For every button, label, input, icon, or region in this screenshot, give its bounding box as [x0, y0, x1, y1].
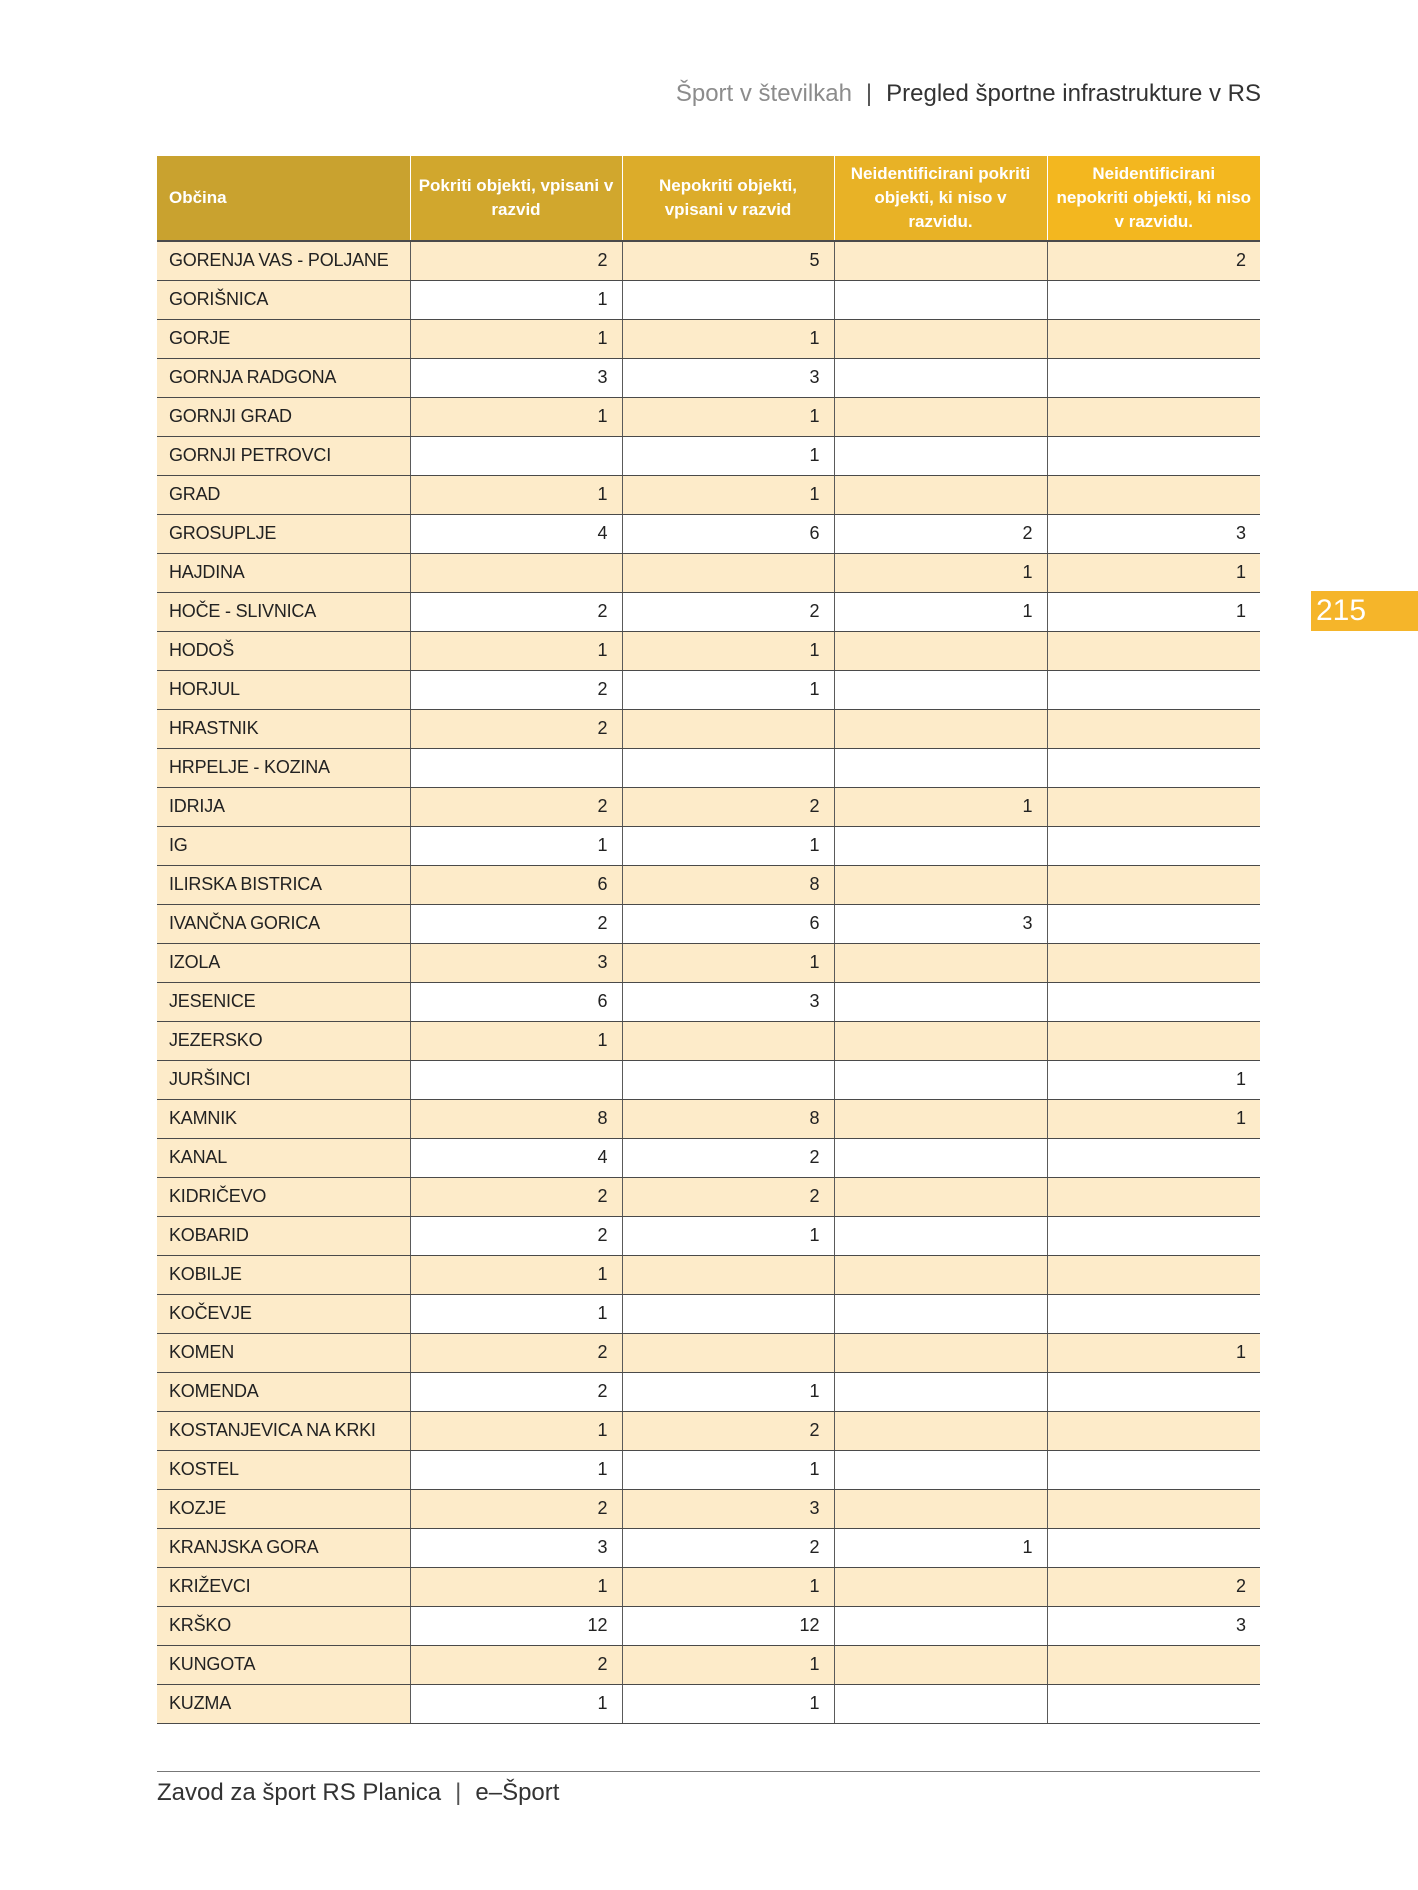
cell-covered-registered: 6	[410, 982, 622, 1021]
cell-uncovered-unidentified	[1047, 826, 1260, 865]
cell-municipality: KAMNIK	[157, 1099, 410, 1138]
cell-covered-unidentified	[834, 1021, 1047, 1060]
cell-covered-registered: 12	[410, 1606, 622, 1645]
cell-uncovered-registered: 1	[622, 670, 834, 709]
cell-uncovered-registered: 12	[622, 1606, 834, 1645]
cell-municipality: GORJE	[157, 319, 410, 358]
cell-covered-unidentified	[834, 1177, 1047, 1216]
cell-covered-unidentified	[834, 397, 1047, 436]
table-row	[157, 553, 1260, 592]
cell-uncovered-registered: 2	[622, 1528, 834, 1567]
cell-municipality: HORJUL	[157, 670, 410, 709]
cell-covered-registered: 2	[410, 241, 622, 280]
municipality-facilities-table	[157, 156, 1260, 1724]
cell-uncovered-unidentified	[1047, 280, 1260, 319]
cell-covered-unidentified	[834, 436, 1047, 475]
cell-uncovered-unidentified	[1047, 1489, 1260, 1528]
header-publication-title: Šport v številkah	[675, 80, 852, 107]
cell-municipality: KUNGOTA	[157, 1645, 410, 1684]
cell-covered-unidentified	[834, 865, 1047, 904]
cell-municipality: IVANČNA GORICA	[157, 904, 410, 943]
cell-uncovered-unidentified: 1	[1047, 1060, 1260, 1099]
table-row	[157, 1216, 1260, 1255]
cell-covered-registered: 8	[410, 1099, 622, 1138]
table-row	[157, 1645, 1260, 1684]
table-row	[157, 514, 1260, 553]
column-header-covered-registered: Pokriti objekti, vpisani v razvid	[410, 156, 622, 241]
cell-covered-unidentified	[834, 1684, 1047, 1723]
table-row	[157, 1021, 1260, 1060]
cell-municipality: KOZJE	[157, 1489, 410, 1528]
cell-uncovered-registered: 2	[622, 787, 834, 826]
cell-municipality: GORENJA VAS - POLJANE	[157, 241, 410, 280]
cell-uncovered-registered: 1	[622, 943, 834, 982]
table-row	[157, 787, 1260, 826]
cell-uncovered-unidentified	[1047, 1021, 1260, 1060]
cell-covered-unidentified	[834, 1294, 1047, 1333]
cell-municipality: KOBARID	[157, 1216, 410, 1255]
cell-uncovered-registered: 2	[622, 1177, 834, 1216]
cell-uncovered-unidentified: 2	[1047, 241, 1260, 280]
cell-covered-unidentified	[834, 475, 1047, 514]
table-row	[157, 1177, 1260, 1216]
cell-uncovered-unidentified	[1047, 1372, 1260, 1411]
cell-covered-registered: 3	[410, 358, 622, 397]
cell-uncovered-unidentified	[1047, 1216, 1260, 1255]
cell-covered-registered: 1	[410, 1450, 622, 1489]
cell-uncovered-unidentified	[1047, 1177, 1260, 1216]
cell-municipality: HOČE - SLIVNICA	[157, 592, 410, 631]
cell-covered-registered: 1	[410, 280, 622, 319]
table-row	[157, 1372, 1260, 1411]
table-row	[157, 1294, 1260, 1333]
cell-covered-unidentified	[834, 1255, 1047, 1294]
cell-uncovered-unidentified	[1047, 1138, 1260, 1177]
cell-uncovered-registered: 1	[622, 631, 834, 670]
cell-municipality: IDRIJA	[157, 787, 410, 826]
cell-municipality: KOČEVJE	[157, 1294, 410, 1333]
page-number: 215	[1311, 591, 1418, 631]
table-row	[157, 1099, 1260, 1138]
cell-covered-registered: 1	[410, 631, 622, 670]
cell-uncovered-unidentified	[1047, 787, 1260, 826]
table-row	[157, 1138, 1260, 1177]
cell-municipality: KOMEN	[157, 1333, 410, 1372]
cell-uncovered-unidentified	[1047, 1684, 1260, 1723]
cell-covered-unidentified	[834, 280, 1047, 319]
cell-uncovered-unidentified	[1047, 1528, 1260, 1567]
table-row	[157, 1333, 1260, 1372]
cell-uncovered-registered: 1	[622, 319, 834, 358]
cell-covered-unidentified	[834, 670, 1047, 709]
cell-uncovered-registered: 3	[622, 982, 834, 1021]
cell-covered-unidentified: 3	[834, 904, 1047, 943]
cell-uncovered-registered	[622, 709, 834, 748]
cell-municipality: IG	[157, 826, 410, 865]
cell-covered-unidentified	[834, 1450, 1047, 1489]
cell-uncovered-registered	[622, 1294, 834, 1333]
cell-covered-unidentified	[834, 982, 1047, 1021]
table-row	[157, 319, 1260, 358]
cell-municipality: KOBILJE	[157, 1255, 410, 1294]
cell-covered-registered: 1	[410, 1684, 622, 1723]
cell-municipality: KIDRIČEVO	[157, 1177, 410, 1216]
table-row	[157, 943, 1260, 982]
cell-covered-unidentified	[834, 943, 1047, 982]
cell-uncovered-registered: 1	[622, 1216, 834, 1255]
cell-uncovered-registered: 6	[622, 904, 834, 943]
cell-uncovered-registered: 3	[622, 358, 834, 397]
cell-uncovered-registered	[622, 280, 834, 319]
cell-covered-unidentified	[834, 631, 1047, 670]
cell-covered-registered: 6	[410, 865, 622, 904]
cell-covered-registered: 3	[410, 1528, 622, 1567]
table-row	[157, 670, 1260, 709]
cell-uncovered-registered: 1	[622, 1684, 834, 1723]
footer-separator: |	[455, 1779, 462, 1806]
cell-uncovered-registered	[622, 1333, 834, 1372]
table-row	[157, 631, 1260, 670]
cell-uncovered-unidentified: 1	[1047, 1099, 1260, 1138]
cell-municipality: GORNJI GRAD	[157, 397, 410, 436]
cell-covered-unidentified	[834, 709, 1047, 748]
cell-covered-unidentified	[834, 1060, 1047, 1099]
cell-municipality: JEZERSKO	[157, 1021, 410, 1060]
cell-uncovered-registered: 1	[622, 826, 834, 865]
cell-covered-registered: 2	[410, 1645, 622, 1684]
cell-covered-registered: 1	[410, 475, 622, 514]
cell-municipality: KOSTEL	[157, 1450, 410, 1489]
table-row	[157, 397, 1260, 436]
cell-municipality: HRPELJE - KOZINA	[157, 748, 410, 787]
cell-uncovered-unidentified: 1	[1047, 1333, 1260, 1372]
cell-uncovered-unidentified: 1	[1047, 553, 1260, 592]
cell-uncovered-registered: 6	[622, 514, 834, 553]
footer-organization: Zavod za šport RS Planica	[157, 1779, 442, 1806]
cell-municipality: HODOŠ	[157, 631, 410, 670]
table-body	[157, 241, 1260, 1723]
cell-covered-registered: 2	[410, 1177, 622, 1216]
header-separator: |	[865, 80, 873, 107]
table-row	[157, 865, 1260, 904]
cell-municipality: KRIŽEVCI	[157, 1567, 410, 1606]
footer-rule	[157, 1771, 1260, 1772]
cell-covered-registered: 2	[410, 709, 622, 748]
cell-uncovered-unidentified	[1047, 1294, 1260, 1333]
cell-municipality: HAJDINA	[157, 553, 410, 592]
cell-covered-unidentified	[834, 1489, 1047, 1528]
cell-covered-unidentified	[834, 826, 1047, 865]
table-row	[157, 241, 1260, 280]
cell-uncovered-unidentified	[1047, 865, 1260, 904]
cell-uncovered-unidentified	[1047, 1255, 1260, 1294]
footer-publication: e–Šport	[475, 1779, 560, 1806]
table-row	[157, 709, 1260, 748]
cell-covered-registered: 1	[410, 1021, 622, 1060]
column-header-municipality: Občina	[157, 156, 410, 241]
cell-uncovered-unidentified: 1	[1047, 592, 1260, 631]
cell-covered-registered: 2	[410, 1216, 622, 1255]
cell-municipality: KANAL	[157, 1138, 410, 1177]
table-row	[157, 1450, 1260, 1489]
table-row	[157, 1684, 1260, 1723]
cell-uncovered-unidentified	[1047, 670, 1260, 709]
table-header-row	[157, 156, 1260, 241]
cell-uncovered-unidentified	[1047, 1411, 1260, 1450]
cell-uncovered-unidentified	[1047, 436, 1260, 475]
cell-uncovered-registered	[622, 1060, 834, 1099]
cell-municipality: GORNJI PETROVCI	[157, 436, 410, 475]
cell-uncovered-unidentified: 2	[1047, 1567, 1260, 1606]
cell-uncovered-registered: 8	[622, 1099, 834, 1138]
cell-municipality: HRASTNIK	[157, 709, 410, 748]
cell-covered-registered	[410, 436, 622, 475]
table-row	[157, 904, 1260, 943]
cell-municipality: KUZMA	[157, 1684, 410, 1723]
cell-uncovered-unidentified	[1047, 397, 1260, 436]
cell-municipality: GORIŠNICA	[157, 280, 410, 319]
table-row	[157, 358, 1260, 397]
cell-uncovered-unidentified	[1047, 1450, 1260, 1489]
cell-uncovered-registered: 1	[622, 397, 834, 436]
footer	[157, 1779, 559, 1807]
table-row	[157, 475, 1260, 514]
table-row	[157, 1060, 1260, 1099]
cell-uncovered-unidentified: 3	[1047, 1606, 1260, 1645]
cell-uncovered-registered	[622, 748, 834, 787]
column-header-uncovered-registered: Nepokriti objekti, vpisani v razvid	[622, 156, 834, 241]
cell-covered-unidentified	[834, 1606, 1047, 1645]
running-header	[676, 80, 1261, 108]
table-row	[157, 1528, 1260, 1567]
cell-covered-registered: 2	[410, 1333, 622, 1372]
cell-municipality: GROSUPLJE	[157, 514, 410, 553]
cell-uncovered-unidentified	[1047, 475, 1260, 514]
cell-municipality: KRŠKO	[157, 1606, 410, 1645]
cell-covered-unidentified	[834, 1411, 1047, 1450]
cell-uncovered-registered	[622, 1021, 834, 1060]
cell-covered-unidentified	[834, 1138, 1047, 1177]
cell-uncovered-unidentified	[1047, 748, 1260, 787]
table-row	[157, 826, 1260, 865]
cell-covered-registered: 2	[410, 787, 622, 826]
header-section-title: Pregled športne infrastrukture v RS	[886, 80, 1261, 107]
cell-uncovered-registered: 2	[622, 1138, 834, 1177]
cell-uncovered-unidentified	[1047, 709, 1260, 748]
cell-uncovered-registered	[622, 553, 834, 592]
cell-covered-unidentified: 1	[834, 787, 1047, 826]
cell-covered-unidentified	[834, 1567, 1047, 1606]
cell-covered-unidentified	[834, 1333, 1047, 1372]
cell-uncovered-unidentified	[1047, 1645, 1260, 1684]
cell-covered-unidentified	[834, 1099, 1047, 1138]
table-row	[157, 1411, 1260, 1450]
cell-covered-registered: 2	[410, 1372, 622, 1411]
cell-uncovered-registered: 5	[622, 241, 834, 280]
cell-covered-registered: 1	[410, 1411, 622, 1450]
cell-uncovered-unidentified	[1047, 943, 1260, 982]
cell-uncovered-unidentified	[1047, 904, 1260, 943]
cell-uncovered-registered: 1	[622, 1567, 834, 1606]
cell-covered-unidentified: 1	[834, 592, 1047, 631]
table-row	[157, 748, 1260, 787]
cell-covered-unidentified	[834, 319, 1047, 358]
table-row	[157, 982, 1260, 1021]
cell-covered-registered: 1	[410, 1255, 622, 1294]
cell-uncovered-registered: 2	[622, 1411, 834, 1450]
cell-covered-unidentified: 2	[834, 514, 1047, 553]
cell-municipality: KOMENDA	[157, 1372, 410, 1411]
cell-uncovered-unidentified	[1047, 631, 1260, 670]
cell-covered-registered: 1	[410, 1294, 622, 1333]
cell-uncovered-registered: 1	[622, 1450, 834, 1489]
cell-covered-registered: 2	[410, 670, 622, 709]
cell-covered-registered: 1	[410, 1567, 622, 1606]
cell-covered-unidentified: 1	[834, 1528, 1047, 1567]
cell-covered-registered: 2	[410, 904, 622, 943]
column-header-covered-unidentified: Neidentificirani pokriti objekti, ki niso v razvidu.	[834, 156, 1047, 241]
cell-uncovered-registered: 3	[622, 1489, 834, 1528]
cell-municipality: GORNJA RADGONA	[157, 358, 410, 397]
cell-municipality: GRAD	[157, 475, 410, 514]
cell-municipality: IZOLA	[157, 943, 410, 982]
cell-municipality: ILIRSKA BISTRICA	[157, 865, 410, 904]
cell-uncovered-unidentified: 3	[1047, 514, 1260, 553]
cell-covered-unidentified	[834, 748, 1047, 787]
cell-municipality: JURŠINCI	[157, 1060, 410, 1099]
table-row	[157, 436, 1260, 475]
cell-covered-unidentified	[834, 1645, 1047, 1684]
table-row	[157, 280, 1260, 319]
cell-municipality: KRANJSKA GORA	[157, 1528, 410, 1567]
table-row	[157, 1489, 1260, 1528]
cell-covered-registered: 4	[410, 1138, 622, 1177]
cell-covered-unidentified: 1	[834, 553, 1047, 592]
cell-covered-registered: 2	[410, 592, 622, 631]
cell-covered-registered: 4	[410, 514, 622, 553]
column-header-uncovered-unidentified: Neidentificirani nepokriti objekti, ki niso v razvidu.	[1047, 156, 1260, 241]
cell-uncovered-registered: 1	[622, 1372, 834, 1411]
cell-uncovered-registered: 8	[622, 865, 834, 904]
cell-municipality: KOSTANJEVICA NA KRKI	[157, 1411, 410, 1450]
cell-covered-unidentified	[834, 1216, 1047, 1255]
cell-covered-unidentified	[834, 1372, 1047, 1411]
cell-covered-registered: 1	[410, 826, 622, 865]
cell-covered-registered: 1	[410, 319, 622, 358]
cell-covered-registered: 1	[410, 397, 622, 436]
cell-covered-registered: 2	[410, 1489, 622, 1528]
cell-uncovered-registered: 2	[622, 592, 834, 631]
cell-covered-unidentified	[834, 241, 1047, 280]
table-row	[157, 592, 1260, 631]
cell-municipality: JESENICE	[157, 982, 410, 1021]
cell-uncovered-unidentified	[1047, 319, 1260, 358]
cell-uncovered-registered: 1	[622, 436, 834, 475]
cell-uncovered-registered	[622, 1255, 834, 1294]
cell-uncovered-unidentified	[1047, 982, 1260, 1021]
table-row	[157, 1606, 1260, 1645]
cell-covered-registered	[410, 748, 622, 787]
cell-covered-registered: 3	[410, 943, 622, 982]
table-row	[157, 1567, 1260, 1606]
cell-covered-unidentified	[834, 358, 1047, 397]
cell-uncovered-unidentified	[1047, 358, 1260, 397]
cell-covered-registered	[410, 1060, 622, 1099]
cell-uncovered-registered: 1	[622, 475, 834, 514]
table-row	[157, 1255, 1260, 1294]
cell-covered-registered	[410, 553, 622, 592]
cell-uncovered-registered: 1	[622, 1645, 834, 1684]
